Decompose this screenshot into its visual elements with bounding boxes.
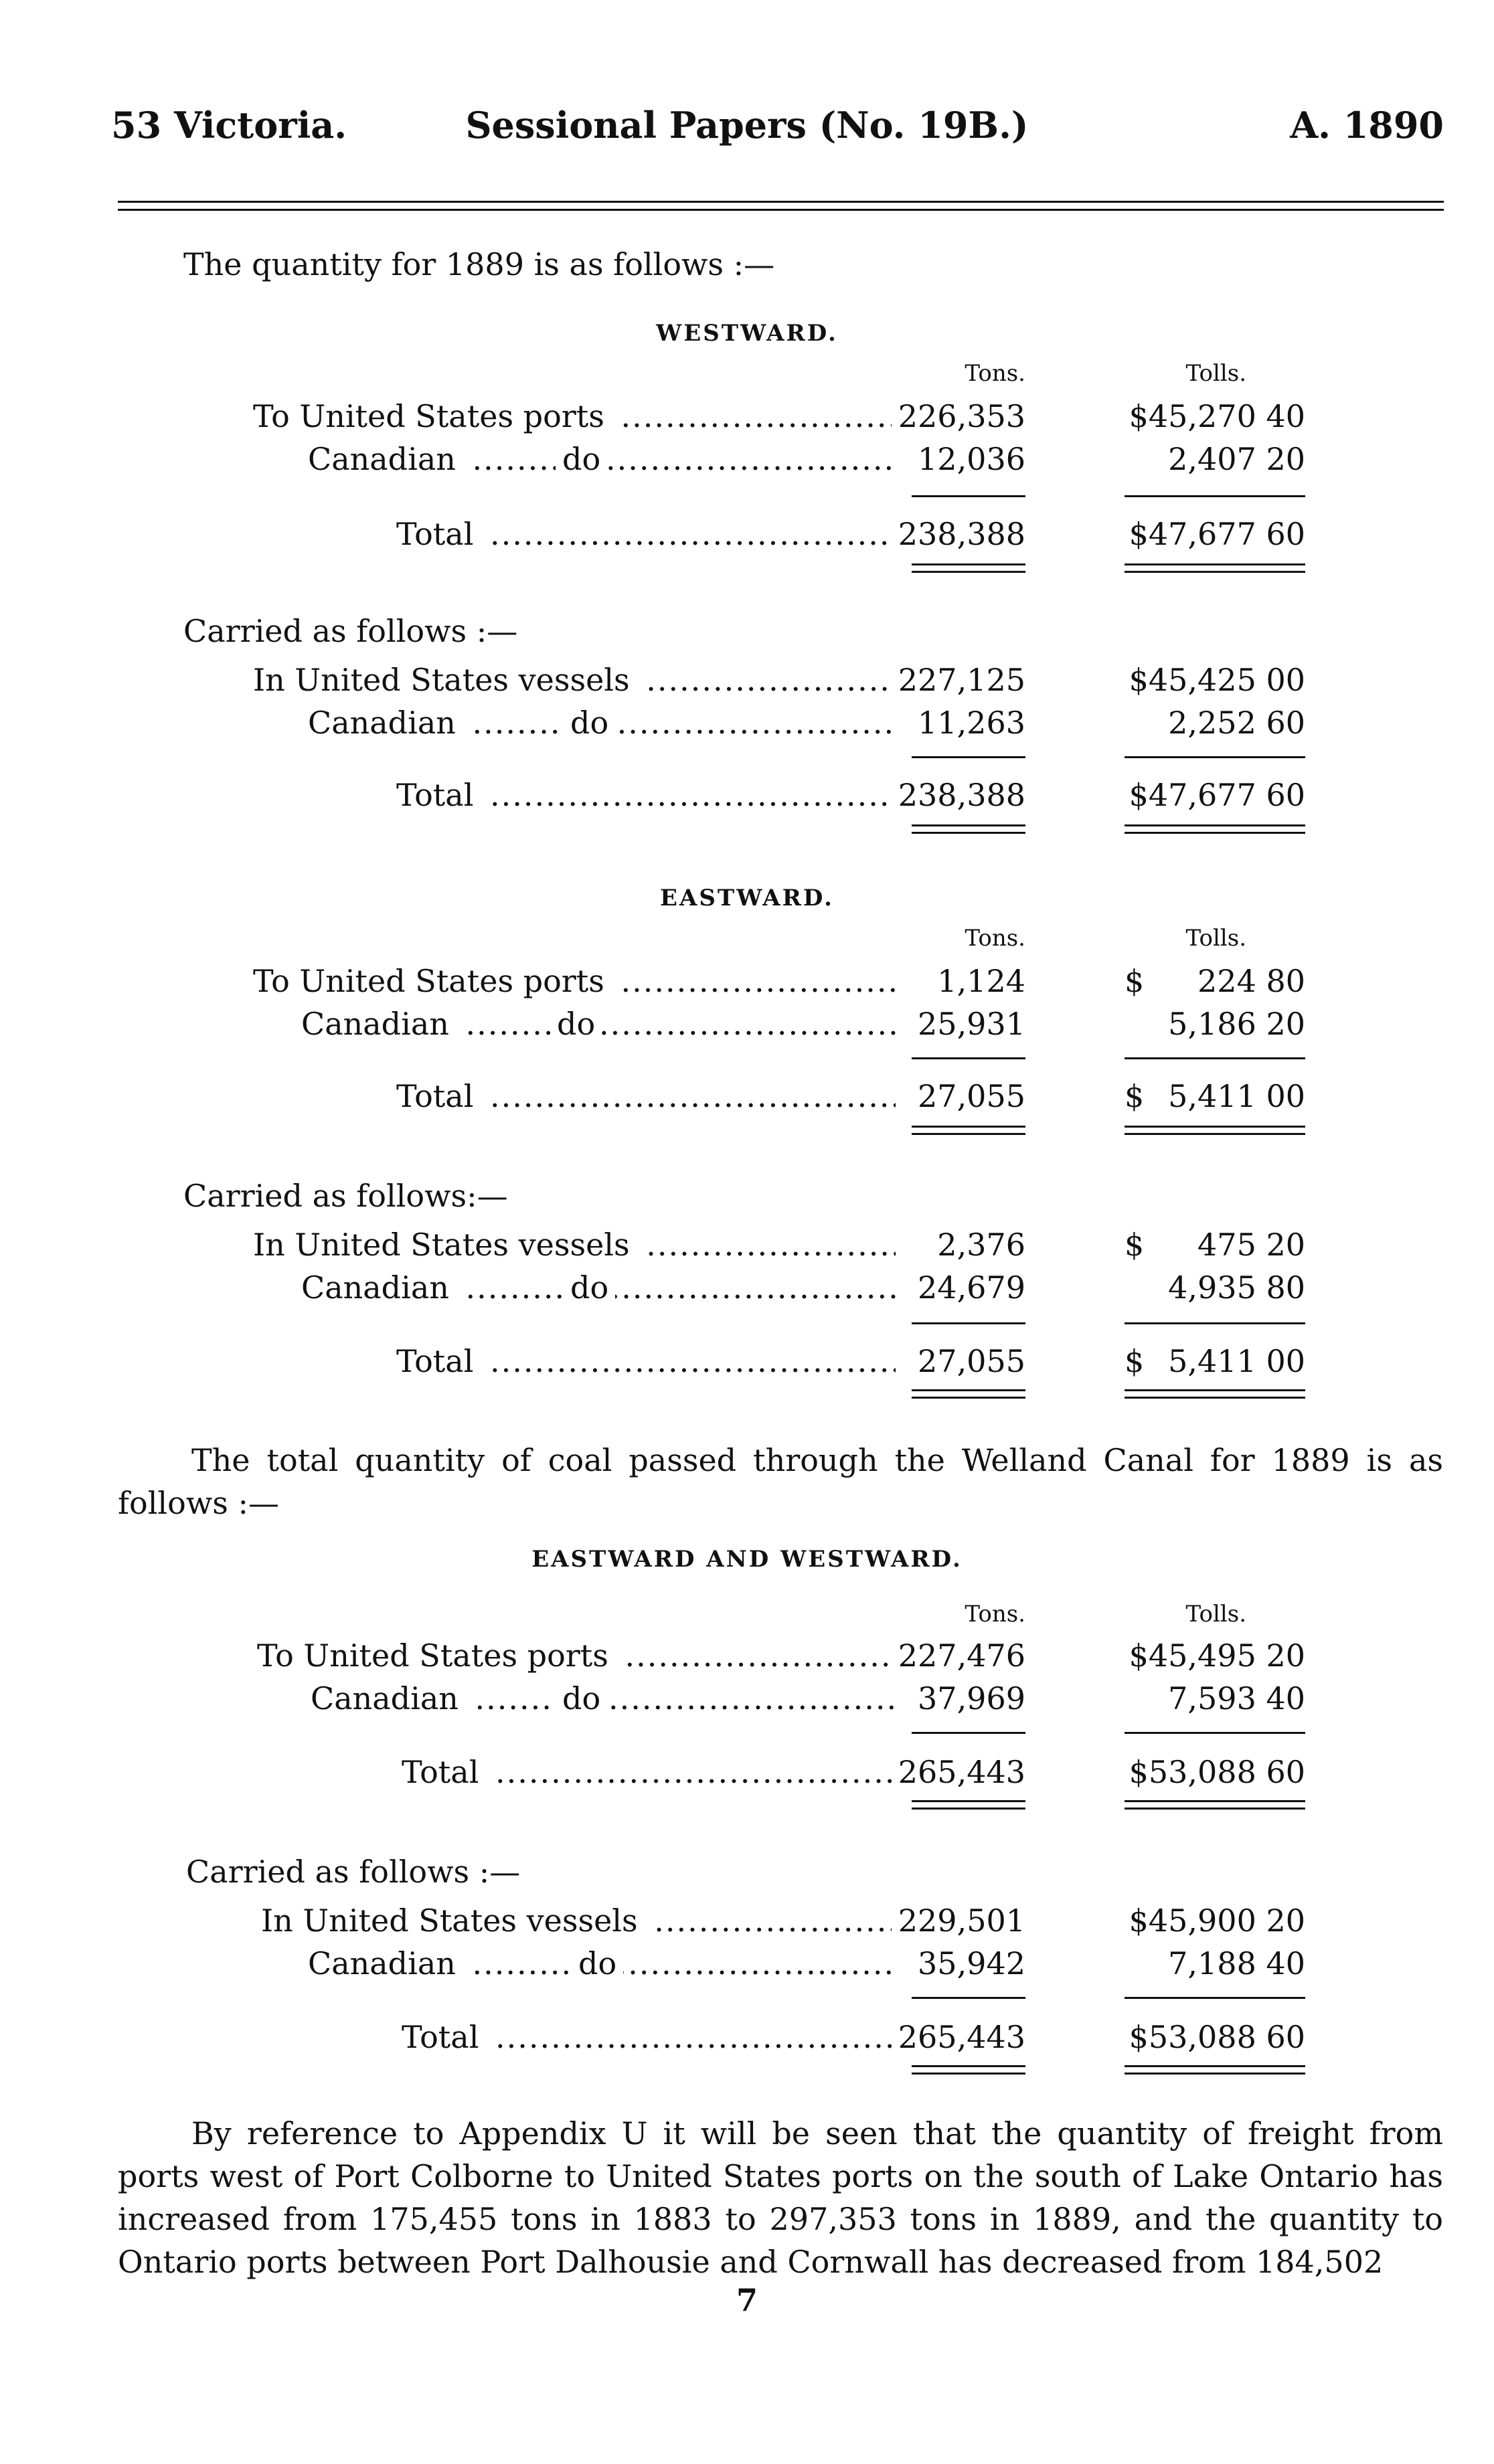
total-double-rule bbox=[912, 824, 1025, 834]
table-row: To United States ports ..... 226,353 $45,270 40 bbox=[0, 396, 1494, 436]
subtotal-rule bbox=[1125, 1997, 1305, 1999]
header-year: A. 1890 bbox=[1290, 104, 1444, 147]
intro-text: The quantity for 1889 is as follows :— bbox=[183, 246, 775, 282]
table-row: In United States vessels ..... 2,376 $ 475 20 bbox=[0, 1225, 1494, 1265]
subtotal-rule bbox=[1125, 1057, 1305, 1059]
subtotal-rule bbox=[912, 495, 1025, 497]
closing-paragraph: By reference to Appendix U it will be seen that the quantity of freight from ports west of Port Colborne to United States ports on the south of Lake Ontario has increased from 175,455 tons in 1883 to 297,353 tons in 1889, and the quantity to Ontario ports between Port Dalhousie and Cornwall has decreased from 184,502 bbox=[118, 2115, 1443, 2280]
carried-label: Carried as follows :— bbox=[183, 613, 518, 649]
table-row: To United States ports ..... 227,476 $45,495 20 bbox=[0, 1636, 1494, 1676]
subtotal-rule bbox=[912, 1732, 1025, 1734]
total-double-rule bbox=[1125, 1126, 1305, 1135]
total-double-rule bbox=[912, 563, 1025, 573]
total-double-rule bbox=[912, 1126, 1025, 1135]
total-double-rule bbox=[912, 1800, 1025, 1810]
total-quantity-paragraph: The total quantity of coal passed through the Welland Canal for 1889 is as follows :— bbox=[118, 1442, 1443, 1521]
table-row: Canadian ..... do 35,942 7,188 40 bbox=[0, 1943, 1494, 1984]
table-row: Canadian ..... do 37,969 7,593 40 bbox=[0, 1678, 1494, 1719]
total-double-rule bbox=[1125, 1800, 1305, 1810]
table-row: Canadian ..... do 25,931 5,186 20 bbox=[0, 1004, 1494, 1044]
tons-column-header: Tons. bbox=[965, 360, 1025, 387]
header-rule-top bbox=[118, 201, 1444, 203]
table-row-total: Total ..... 238,388 $47,677 60 bbox=[0, 775, 1494, 815]
header-rule-bottom bbox=[118, 209, 1444, 211]
table-row-total: Total ..... 265,443 $53,088 60 bbox=[0, 2017, 1494, 2057]
total-double-rule bbox=[1125, 1389, 1305, 1399]
tolls-column-header: Tolls. bbox=[1185, 360, 1246, 387]
page-number: 7 bbox=[736, 2282, 758, 2318]
subtotal-rule bbox=[912, 1057, 1025, 1059]
tolls-column-header: Tolls. bbox=[1185, 1601, 1246, 1627]
subtotal-rule bbox=[912, 1997, 1025, 1999]
eastward-westward-heading: EASTWARD AND WESTWARD. bbox=[531, 1546, 963, 1573]
table-row-total: Total ..... 27,055 $ 5,411 00 bbox=[0, 1076, 1494, 1116]
table-row: Canadian ..... do 24,679 4,935 80 bbox=[0, 1267, 1494, 1308]
tons-column-header: Tons. bbox=[965, 1601, 1025, 1627]
westward-heading: WESTWARD. bbox=[656, 320, 838, 347]
subtotal-rule bbox=[1125, 1732, 1305, 1734]
subtotal-rule bbox=[1125, 756, 1305, 758]
carried-label: Carried as follows:— bbox=[183, 1178, 508, 1214]
table-row: To United States ports ..... 1,124 $ 224 80 bbox=[0, 961, 1494, 1001]
subtotal-rule bbox=[912, 756, 1025, 758]
total-double-rule bbox=[1125, 824, 1305, 834]
table-row: In United States vessels ..... 227,125 $45,425 00 bbox=[0, 660, 1494, 700]
subtotal-rule bbox=[1125, 1322, 1305, 1324]
total-double-rule bbox=[912, 1389, 1025, 1399]
table-row: Canadian ..... do 11,263 2,252 60 bbox=[0, 703, 1494, 743]
table-row-total: Total ..... 27,055 $ 5,411 00 bbox=[0, 1341, 1494, 1381]
total-double-rule bbox=[1125, 563, 1305, 573]
tolls-column-header: Tolls. bbox=[1185, 925, 1246, 952]
tons-column-header: Tons. bbox=[965, 925, 1025, 952]
header-title: Sessional Papers (No. 19B.) bbox=[465, 104, 1029, 147]
table-row: Canadian ..... do 12,036 2,407 20 bbox=[0, 439, 1494, 479]
table-row-total: Total ..... 265,443 $53,088 60 bbox=[0, 1752, 1494, 1792]
subtotal-rule bbox=[1125, 495, 1305, 497]
eastward-heading: EASTWARD. bbox=[660, 885, 834, 911]
total-double-rule bbox=[1125, 2065, 1305, 2075]
table-row: In United States vessels ..... 229,501 $45,900 20 bbox=[0, 1901, 1494, 1941]
total-double-rule bbox=[912, 2065, 1025, 2075]
header-session: 53 Victoria. bbox=[111, 104, 347, 147]
subtotal-rule bbox=[912, 1322, 1025, 1324]
carried-label: Carried as follows :— bbox=[186, 1854, 521, 1890]
table-row-total: Total ..... 238,388 $47,677 60 bbox=[0, 514, 1494, 554]
